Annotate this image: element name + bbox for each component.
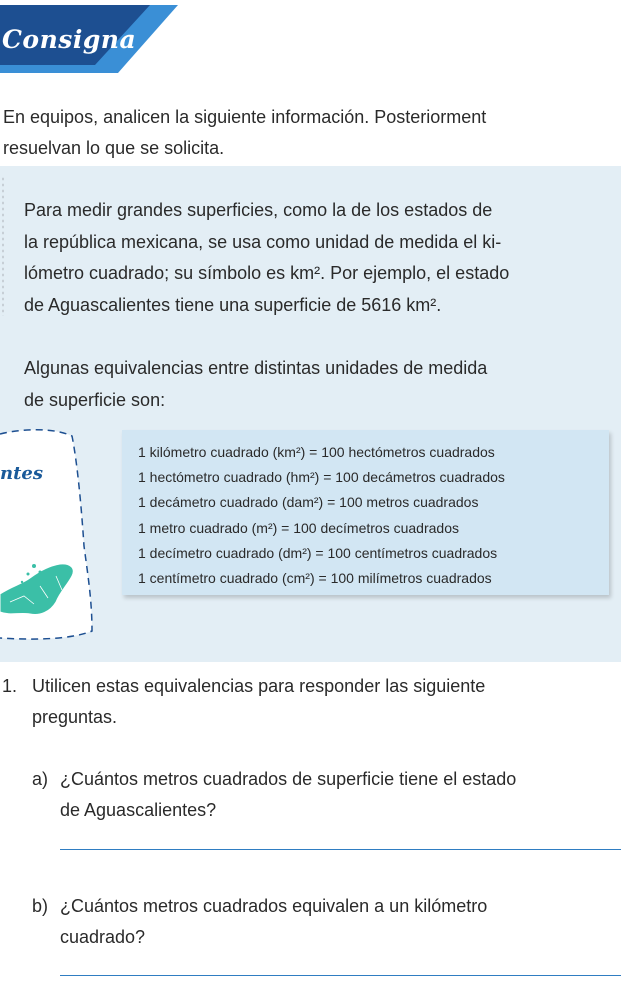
info-line: de Aguascalientes tiene una superficie de 5616 km². [24, 294, 442, 315]
subquestion-line: cuadrado? [60, 927, 146, 947]
question-number: 1. [2, 676, 18, 696]
equivalence-item: 1 decímetro cuadrado (dm²) = 100 centímetros cuadrados [138, 544, 498, 561]
info-line: de superficie son: [24, 389, 166, 410]
equivalence-item: 1 centímetro cuadrado (cm²) = 100 milímetros cuadrados [138, 570, 492, 587]
equivalence-item: 1 hectómetro cuadrado (hm²) = 100 decámetros cuadrados [138, 469, 505, 486]
map-card [0, 426, 110, 642]
equivalences-box [122, 430, 609, 595]
subquestion-text [60, 891, 487, 953]
equivalence-item: 1 decámetro cuadrado (dam²) = 100 metros cuadrados [138, 494, 479, 511]
info-line: Para medir grandes superficies, como la de los estados de [24, 200, 493, 220]
info-line: Algunas equivalencias entre distintas unidades de medida [24, 358, 488, 378]
info-line: lómetro cuadrado; su símbolo es km². Por ejemplo, el estado [24, 263, 510, 283]
question-text [32, 671, 485, 733]
subquestion-line: ¿Cuántos metros cuadrados equivalen a un kilómetro [60, 896, 488, 916]
subquestion-letter: b) [32, 896, 49, 916]
subquestion-letter: a) [32, 769, 49, 789]
intro-line: En equipos, analicen la siguiente información. Posteriorment [3, 107, 487, 127]
info-paragraph [24, 195, 621, 321]
question-line: preguntas. [32, 707, 118, 727]
subquestion-text [60, 764, 516, 826]
map-label: ntes [0, 463, 43, 484]
question-line: Utilicen estas equivalencias para responder las siguiente [32, 676, 486, 696]
answer-line-b[interactable] [60, 975, 621, 976]
subquestion-line: de Aguascalientes? [60, 800, 217, 820]
section-title: Consigna [2, 25, 137, 54]
dotted-divider [2, 176, 4, 316]
equivalence-item: 1 kilómetro cuadrado (km²) = 100 hectómetros cuadrados [138, 444, 495, 460]
info-box [0, 166, 621, 662]
answer-line-a[interactable] [60, 849, 621, 850]
equivalence-item: 1 metro cuadrado (m²) = 100 decímetros cuadrados [138, 519, 459, 536]
equivalences-list [138, 440, 505, 591]
info-paragraph [24, 353, 621, 416]
mexico-map-icon [0, 426, 110, 642]
subquestion-line: ¿Cuántos metros cuadrados de superficie tiene el estado [60, 769, 517, 789]
intro-line: resuelvan lo que se solicita. [3, 138, 225, 158]
consigna-banner [0, 5, 621, 75]
intro-text [3, 102, 621, 164]
info-line: la república mexicana, se usa como unidad de medida el ki- [24, 231, 502, 252]
